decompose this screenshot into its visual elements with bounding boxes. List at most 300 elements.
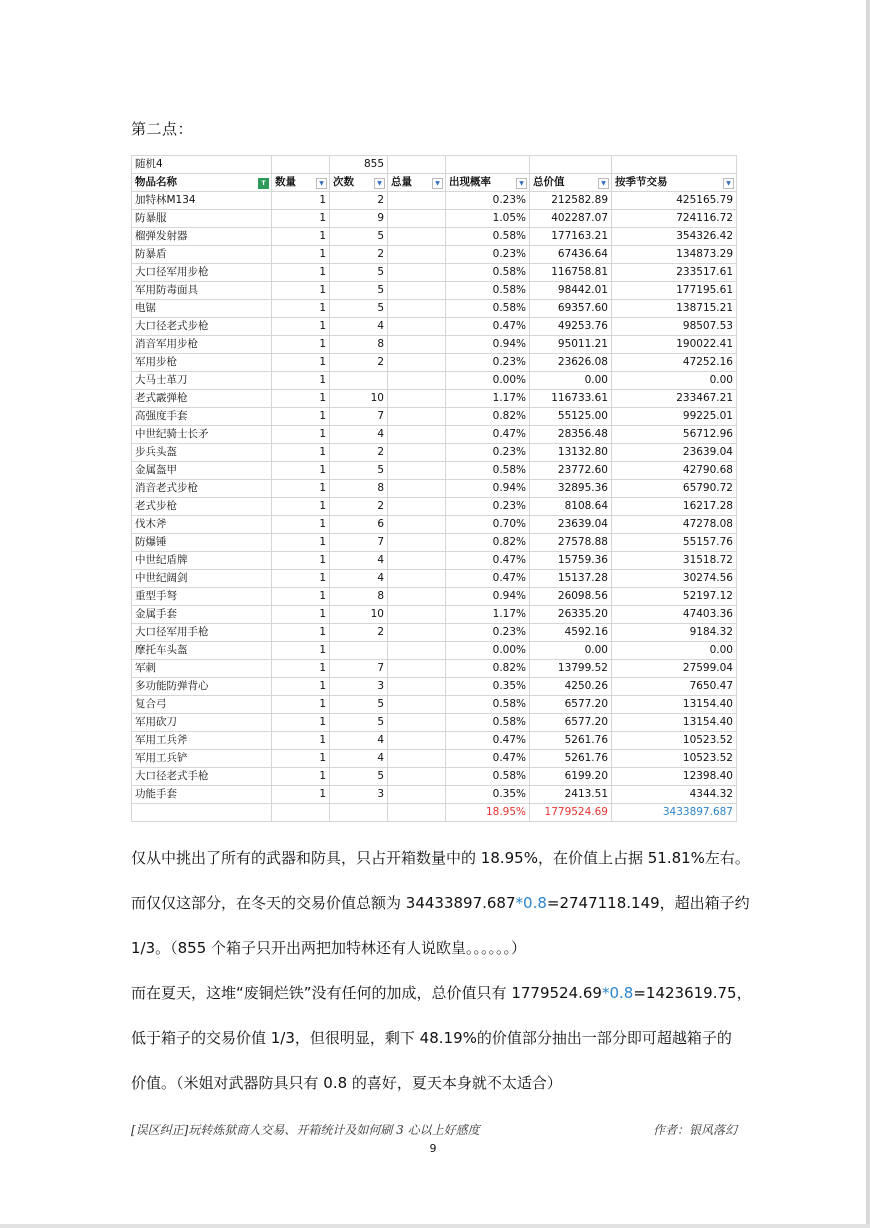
table-cell: 2 <box>330 354 388 372</box>
table-cell: 0.00% <box>446 642 530 660</box>
table-cell <box>388 768 446 786</box>
table-cell: 1 <box>272 552 330 570</box>
table-cell: 190022.41 <box>612 336 737 354</box>
filter-dropdown-icon[interactable]: ▼ <box>723 178 734 189</box>
table-cell: 233517.61 <box>612 264 737 282</box>
table-cell: 13154.40 <box>612 714 737 732</box>
table-cell: 6199.20 <box>530 768 612 786</box>
header-probability: 出现概率 ▼ <box>446 174 530 192</box>
table-cell <box>388 570 446 588</box>
table-cell: 138715.21 <box>612 300 737 318</box>
table-cell: 402287.07 <box>530 210 612 228</box>
paragraph-2: 而仅仅这部分，在冬天的交易价值总额为 34433897.687*0.8=2747118.149，超出箱子约 <box>131 894 750 912</box>
table-cell <box>388 354 446 372</box>
table-cell: 5 <box>330 264 388 282</box>
table-cell: 1 <box>272 588 330 606</box>
table-row <box>132 228 737 246</box>
table-cell: 0.58% <box>446 282 530 300</box>
table-cell: 0.00 <box>530 642 612 660</box>
paragraph-3: 1/3。（855 个箱子只开出两把加特林还有人说欧皇。。。。。。） <box>131 939 527 957</box>
table-cell: 1 <box>272 768 330 786</box>
table-cell: 1 <box>272 732 330 750</box>
table-cell: 0.00 <box>612 642 737 660</box>
table-cell: 55125.00 <box>530 408 612 426</box>
table-cell <box>388 462 446 480</box>
table-cell: 5 <box>330 696 388 714</box>
table-cell: 47278.08 <box>612 516 737 534</box>
table-cell: 56712.96 <box>612 426 737 444</box>
table-cell: 99225.01 <box>612 408 737 426</box>
table-row <box>132 300 737 318</box>
table-row <box>132 318 737 336</box>
table-row <box>132 354 737 372</box>
table-cell: 5261.76 <box>530 732 612 750</box>
table-row <box>132 192 737 210</box>
table-cell: 多功能防弹背心 <box>132 678 272 696</box>
table-cell: 0.35% <box>446 678 530 696</box>
table-row <box>132 210 737 228</box>
page-edge-bottom <box>0 1224 870 1228</box>
table-cell <box>388 660 446 678</box>
table-cell: 4250.26 <box>530 678 612 696</box>
table-cell: 大口径军用手枪 <box>132 624 272 642</box>
table-cell: 1 <box>272 390 330 408</box>
table-row <box>132 534 737 552</box>
table-cell: 防爆锤 <box>132 534 272 552</box>
paragraph-5: 低于箱子的交易价值 1/3，但很明显，剩下 48.19%的价值部分抽出一部分即可超越箱子的 <box>131 1029 732 1047</box>
table-cell: 8 <box>330 336 388 354</box>
table-cell <box>388 246 446 264</box>
table-cell: 步兵头盔 <box>132 444 272 462</box>
table-cell: 大马士革刀 <box>132 372 272 390</box>
table-cell: 0.58% <box>446 264 530 282</box>
table-row <box>132 426 737 444</box>
table-cell: 8 <box>330 480 388 498</box>
table-cell: 0.47% <box>446 426 530 444</box>
table-cell: 69357.60 <box>530 300 612 318</box>
table-row <box>132 714 737 732</box>
table-cell: 4 <box>330 426 388 444</box>
table-cell <box>388 426 446 444</box>
table-cell: 23772.60 <box>530 462 612 480</box>
table-cell: 2413.51 <box>530 786 612 804</box>
paragraph-6: 价值。（米姐对武器防具只有 0.8 的喜好，夏天本身就不太适合） <box>131 1074 562 1092</box>
table-cell: 98507.53 <box>612 318 737 336</box>
table-cell: 功能手套 <box>132 786 272 804</box>
table-cell: 15759.36 <box>530 552 612 570</box>
table-cell: 消音军用步枪 <box>132 336 272 354</box>
totals-row <box>132 804 737 822</box>
table-cell <box>388 732 446 750</box>
table-cell: 10 <box>330 390 388 408</box>
table-cell: 0.47% <box>446 750 530 768</box>
table-cell: 大口径老式步枪 <box>132 318 272 336</box>
table-cell: 1 <box>272 786 330 804</box>
table-cell <box>388 642 446 660</box>
table-row <box>132 498 737 516</box>
table-row <box>132 750 737 768</box>
table-cell <box>388 516 446 534</box>
table-cell: 伐木斧 <box>132 516 272 534</box>
table-cell: 中世纪盾牌 <box>132 552 272 570</box>
table-cell: 6577.20 <box>530 714 612 732</box>
table-cell: 4 <box>330 732 388 750</box>
table-cell: 8 <box>330 588 388 606</box>
table-cell: 5 <box>330 228 388 246</box>
table-cell: 31518.72 <box>612 552 737 570</box>
table-cell: 0.23% <box>446 192 530 210</box>
table-cell: 27599.04 <box>612 660 737 678</box>
filter-dropdown-icon[interactable]: ▼ <box>374 178 385 189</box>
table-cell: 47403.36 <box>612 606 737 624</box>
table-cell: 1 <box>272 408 330 426</box>
table-row <box>132 372 737 390</box>
table-row <box>132 552 737 570</box>
table-cell: 116733.61 <box>530 390 612 408</box>
table-cell: 1 <box>272 714 330 732</box>
table-cell: 32895.36 <box>530 480 612 498</box>
table-cell <box>388 444 446 462</box>
table-cell: 177163.21 <box>530 228 612 246</box>
table-cell: 0.23% <box>446 498 530 516</box>
table-cell: 16217.28 <box>612 498 737 516</box>
table-cell: 1 <box>272 444 330 462</box>
table-cell: 军用步枪 <box>132 354 272 372</box>
table-cell: 1 <box>272 426 330 444</box>
header-total: 总量 ▼ <box>388 174 446 192</box>
table-cell: 加特林M134 <box>132 192 272 210</box>
table-cell: 10523.52 <box>612 750 737 768</box>
table-cell <box>388 408 446 426</box>
table-cell: 1 <box>272 336 330 354</box>
table-cell: 1 <box>272 210 330 228</box>
table-cell: 10523.52 <box>612 732 737 750</box>
table-cell: 5 <box>330 768 388 786</box>
table-cell <box>330 642 388 660</box>
table-cell <box>388 480 446 498</box>
table-cell: 6577.20 <box>530 696 612 714</box>
table-cell: 1 <box>272 192 330 210</box>
table-cell: 电锯 <box>132 300 272 318</box>
table-cell: 高强度手套 <box>132 408 272 426</box>
top-row-count: 855 <box>330 156 388 174</box>
table-row <box>132 570 737 588</box>
table-row <box>132 606 737 624</box>
table-cell: 28356.48 <box>530 426 612 444</box>
table-cell: 12398.40 <box>612 768 737 786</box>
table-cell: 0.82% <box>446 660 530 678</box>
table-cell: 0.70% <box>446 516 530 534</box>
table-cell: 233467.21 <box>612 390 737 408</box>
table-row <box>132 480 737 498</box>
table-row <box>132 264 737 282</box>
table-cell: 1 <box>272 246 330 264</box>
table-cell: 23639.04 <box>530 516 612 534</box>
table-cell: 67436.64 <box>530 246 612 264</box>
table-cell: 5 <box>330 714 388 732</box>
table-cell: 55157.76 <box>612 534 737 552</box>
table-row <box>132 336 737 354</box>
table-cell: 0.23% <box>446 444 530 462</box>
table-cell: 23626.08 <box>530 354 612 372</box>
total-rate: 18.95% <box>446 804 530 822</box>
table-cell: 6 <box>330 516 388 534</box>
table-cell: 防暴盾 <box>132 246 272 264</box>
table-cell <box>330 372 388 390</box>
table-row <box>132 588 737 606</box>
table-cell: 47252.16 <box>612 354 737 372</box>
table-cell: 1 <box>272 660 330 678</box>
table-cell: 49253.76 <box>530 318 612 336</box>
table-cell: 26098.56 <box>530 588 612 606</box>
table-cell: 军用工兵斧 <box>132 732 272 750</box>
table-cell: 0.82% <box>446 408 530 426</box>
filter-dropdown-icon[interactable]: ▼ <box>432 178 443 189</box>
table-cell: 1 <box>272 624 330 642</box>
total-value: 1779524.69 <box>530 804 612 822</box>
table-cell <box>388 264 446 282</box>
table-cell: 0.58% <box>446 768 530 786</box>
table-cell: 1 <box>272 228 330 246</box>
header-times: 次数 ▼ <box>330 174 388 192</box>
table-cell: 10 <box>330 606 388 624</box>
table-cell: 老式霰弹枪 <box>132 390 272 408</box>
table-cell: 0.94% <box>446 588 530 606</box>
header-quantity: 数量 ▼ <box>272 174 330 192</box>
table-cell: 9184.32 <box>612 624 737 642</box>
table-cell: 0.58% <box>446 696 530 714</box>
table-cell: 1.05% <box>446 210 530 228</box>
table-cell: 1 <box>272 606 330 624</box>
table-cell <box>388 678 446 696</box>
table-cell: 0.00% <box>446 372 530 390</box>
table-cell: 5 <box>330 300 388 318</box>
table-row <box>132 462 737 480</box>
table-cell: 1 <box>272 300 330 318</box>
table-cell <box>388 606 446 624</box>
table-cell: 中世纪骑士长矛 <box>132 426 272 444</box>
table-cell: 中世纪阔剑 <box>132 570 272 588</box>
table-row <box>132 390 737 408</box>
table-cell: 65790.72 <box>612 480 737 498</box>
table-row <box>132 768 737 786</box>
spreadsheet-table <box>131 155 737 822</box>
sheet-header-row <box>132 174 737 192</box>
table-cell: 177195.61 <box>612 282 737 300</box>
table-cell: 0.58% <box>446 228 530 246</box>
table-cell: 0.35% <box>446 786 530 804</box>
table-cell: 大口径军用步枪 <box>132 264 272 282</box>
table-cell: 13154.40 <box>612 696 737 714</box>
table-cell <box>388 336 446 354</box>
table-cell: 1 <box>272 498 330 516</box>
table-cell: 摩托车头盔 <box>132 642 272 660</box>
table-cell: 0.94% <box>446 480 530 498</box>
table-cell: 0.00 <box>530 372 612 390</box>
table-cell: 1 <box>272 354 330 372</box>
table-cell: 0.47% <box>446 552 530 570</box>
table-cell: 52197.12 <box>612 588 737 606</box>
table-cell: 4592.16 <box>530 624 612 642</box>
table-cell <box>388 210 446 228</box>
table-cell: 军用工兵铲 <box>132 750 272 768</box>
table-cell <box>388 228 446 246</box>
table-cell: 0.23% <box>446 624 530 642</box>
table-cell <box>388 390 446 408</box>
header-item-name: 物品名称 T <box>132 174 272 192</box>
table-cell: 95011.21 <box>530 336 612 354</box>
table-cell: 0.23% <box>446 354 530 372</box>
table-cell <box>388 192 446 210</box>
table-cell <box>388 786 446 804</box>
table-cell: 老式步枪 <box>132 498 272 516</box>
table-row <box>132 624 737 642</box>
table-cell: 42790.68 <box>612 462 737 480</box>
table-cell <box>388 498 446 516</box>
table-cell: 1 <box>272 462 330 480</box>
table-cell: 0.94% <box>446 336 530 354</box>
paragraph-1: 仅从中挑出了所有的武器和防具，只占开箱数量中的 18.95%，在价值上占据 51.81%左右。 <box>131 849 750 867</box>
table-cell: 98442.01 <box>530 282 612 300</box>
table-cell: 0.00 <box>612 372 737 390</box>
table-row <box>132 516 737 534</box>
table-row <box>132 786 737 804</box>
table-cell: 116758.81 <box>530 264 612 282</box>
table-cell: 0.58% <box>446 300 530 318</box>
table-cell: 4344.32 <box>612 786 737 804</box>
table-cell: 8108.64 <box>530 498 612 516</box>
table-cell: 1 <box>272 480 330 498</box>
table-row <box>132 642 737 660</box>
table-cell: 4 <box>330 552 388 570</box>
table-cell: 1 <box>272 534 330 552</box>
table-cell <box>388 624 446 642</box>
table-cell: 1 <box>272 318 330 336</box>
table-cell: 7 <box>330 534 388 552</box>
table-cell <box>388 696 446 714</box>
table-cell: 1 <box>272 642 330 660</box>
footer-author: 作者：银风落幻 <box>652 1123 737 1137</box>
table-cell: 2 <box>330 192 388 210</box>
filter-dropdown-icon[interactable]: ▼ <box>598 178 609 189</box>
table-cell: 3 <box>330 678 388 696</box>
total-season: 3433897.687 <box>612 804 737 822</box>
table-cell: 7 <box>330 408 388 426</box>
table-cell: 重型手弩 <box>132 588 272 606</box>
table-cell <box>388 534 446 552</box>
top-row-label: 随机4 <box>132 156 272 174</box>
table-cell: 1 <box>272 282 330 300</box>
table-cell: 1 <box>272 696 330 714</box>
table-cell: 2 <box>330 246 388 264</box>
table-cell <box>388 372 446 390</box>
table-cell: 金属手套 <box>132 606 272 624</box>
table-cell: 7 <box>330 660 388 678</box>
table-cell: 1.17% <box>446 390 530 408</box>
table-cell: 354326.42 <box>612 228 737 246</box>
footer-title: [误区纠正]玩转炼狱商人交易、开箱统计及如何刷 3 心以上好感度 <box>131 1123 480 1137</box>
table-row <box>132 444 737 462</box>
table-cell: 防暴服 <box>132 210 272 228</box>
table-cell: 212582.89 <box>530 192 612 210</box>
sheet-top-row <box>132 156 737 174</box>
filter-active-icon[interactable]: T <box>258 178 269 189</box>
table-cell: 3 <box>330 786 388 804</box>
table-cell: 1 <box>272 678 330 696</box>
table-cell: 15137.28 <box>530 570 612 588</box>
table-cell: 5261.76 <box>530 750 612 768</box>
table-cell: 0.47% <box>446 318 530 336</box>
table-cell: 7650.47 <box>612 678 737 696</box>
table-cell: 4 <box>330 570 388 588</box>
table-cell: 9 <box>330 210 388 228</box>
table-cell: 军用砍刀 <box>132 714 272 732</box>
table-cell: 2 <box>330 624 388 642</box>
table-cell <box>388 588 446 606</box>
table-cell: 1 <box>272 516 330 534</box>
table-cell: 1 <box>272 264 330 282</box>
table-row <box>132 282 737 300</box>
table-row <box>132 678 737 696</box>
table-cell: 大口径老式手枪 <box>132 768 272 786</box>
table-cell: 0.82% <box>446 534 530 552</box>
table-cell: 2 <box>330 498 388 516</box>
table-cell: 1 <box>272 372 330 390</box>
table-cell: 4 <box>330 318 388 336</box>
filter-dropdown-icon[interactable]: ▼ <box>316 178 327 189</box>
paragraph-4: 而在夏天，这堆“废铜烂铁”没有任何的加成，总价值只有 1779524.69*0.8=1423619.75， <box>131 984 752 1002</box>
table-cell: 26335.20 <box>530 606 612 624</box>
table-cell: 军用防毒面具 <box>132 282 272 300</box>
table-cell: 金属盔甲 <box>132 462 272 480</box>
table-cell: 30274.56 <box>612 570 737 588</box>
page-number: 9 <box>429 1142 437 1155</box>
table-cell: 27578.88 <box>530 534 612 552</box>
table-cell <box>388 552 446 570</box>
table-cell: 1.17% <box>446 606 530 624</box>
table-row <box>132 660 737 678</box>
table-cell: 2 <box>330 444 388 462</box>
table-row <box>132 246 737 264</box>
table-cell: 0.47% <box>446 732 530 750</box>
header-season-trade: 按季节交易 ▼ <box>612 174 737 192</box>
table-cell: 军刺 <box>132 660 272 678</box>
table-cell: 1 <box>272 750 330 768</box>
table-cell: 724116.72 <box>612 210 737 228</box>
table-cell: 消音老式步枪 <box>132 480 272 498</box>
table-cell: 0.58% <box>446 462 530 480</box>
table-cell: 榴弹发射器 <box>132 228 272 246</box>
table-cell: 425165.79 <box>612 192 737 210</box>
table-cell: 13799.52 <box>530 660 612 678</box>
table-cell: 5 <box>330 282 388 300</box>
table-cell: 134873.29 <box>612 246 737 264</box>
table-cell: 13132.80 <box>530 444 612 462</box>
table-cell: 23639.04 <box>612 444 737 462</box>
page-edge-right <box>866 0 870 1228</box>
table-cell <box>388 318 446 336</box>
table-cell: 0.47% <box>446 570 530 588</box>
section-title: 第二点： <box>131 120 194 138</box>
table-cell <box>388 300 446 318</box>
table-row <box>132 408 737 426</box>
table-cell <box>388 282 446 300</box>
table-cell <box>388 750 446 768</box>
table-cell: 5 <box>330 462 388 480</box>
header-total-value: 总价值 ▼ <box>530 174 612 192</box>
table-cell: 4 <box>330 750 388 768</box>
filter-dropdown-icon[interactable]: ▼ <box>516 178 527 189</box>
